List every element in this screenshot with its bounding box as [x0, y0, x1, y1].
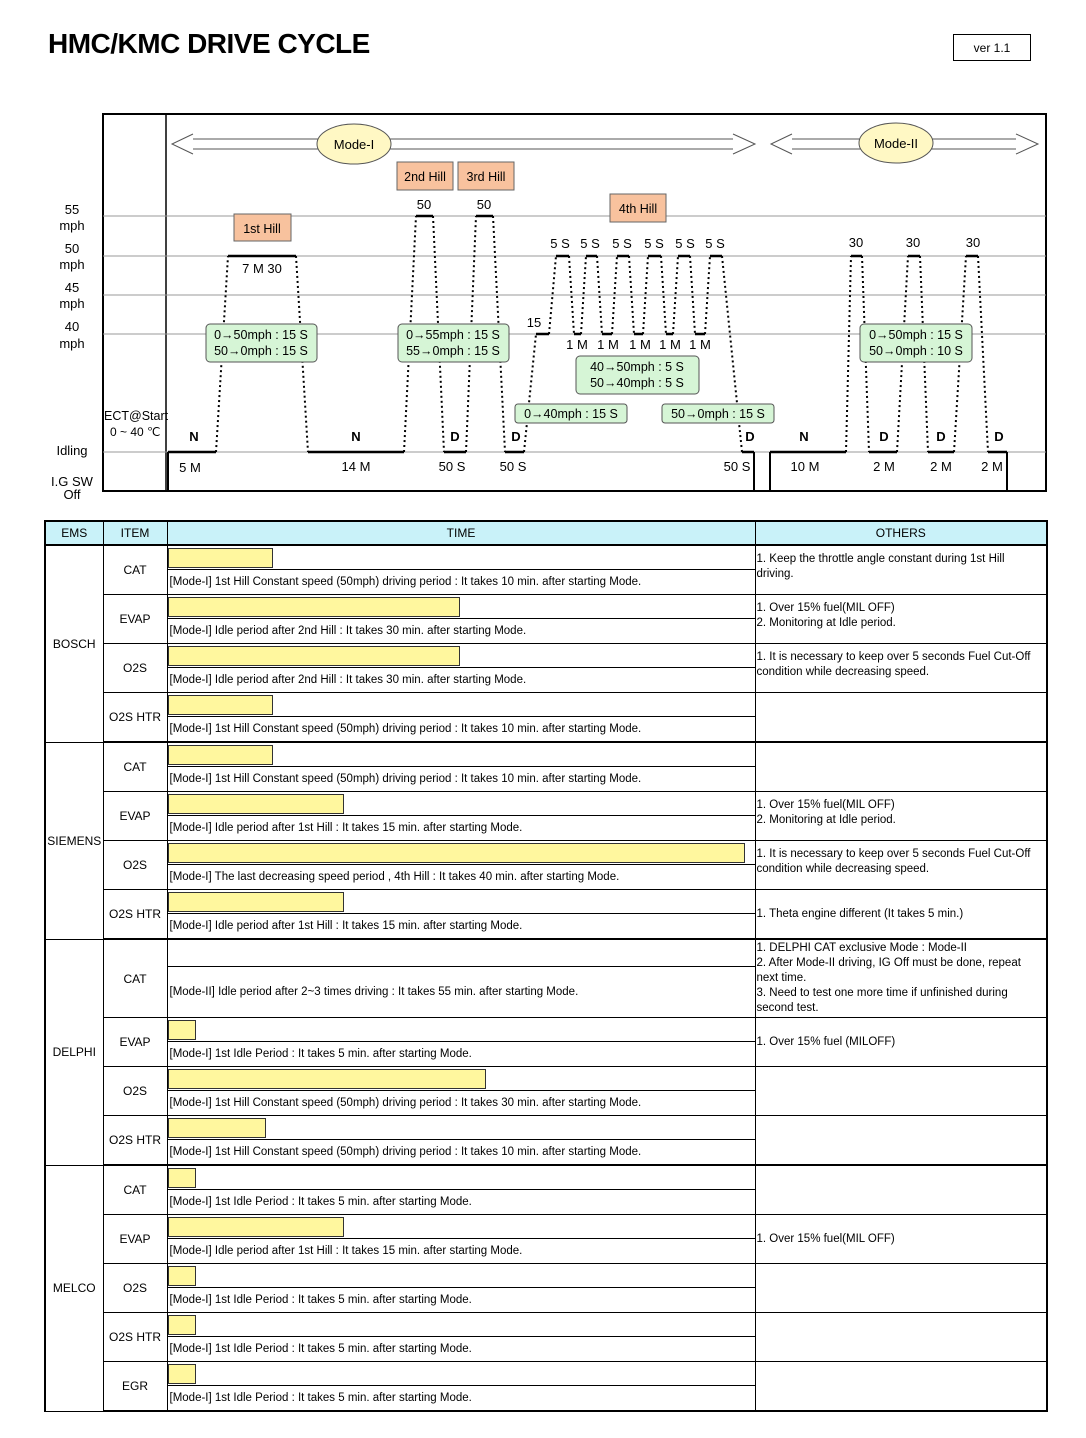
y-label-50-unit: mph	[59, 257, 85, 272]
hill3-label: 3rd Hill	[466, 170, 506, 184]
time-cell	[167, 1313, 755, 1362]
progress-track	[168, 743, 755, 767]
others-line: 1. Theta engine different (It takes 5 min.)	[756, 907, 964, 920]
item-cell: O2S	[103, 1067, 167, 1116]
table-row	[45, 595, 1047, 644]
progress-bar	[168, 794, 344, 814]
table-row	[45, 939, 1047, 1018]
item-cell: O2S HTR	[103, 1116, 167, 1166]
time-description: [Mode-I] 1st Hill Constant speed (50mph) driving period : It takes 10 min. after starting Mode.	[169, 1146, 642, 1158]
others-line: next time.	[756, 972, 807, 984]
progress-track	[168, 940, 755, 967]
progress-bar	[168, 1020, 196, 1040]
hill4-label: 4th Hill	[618, 202, 658, 216]
speed-box-3-line2: 50→40mph : 5 S	[590, 376, 684, 390]
duration-label: 50 S	[438, 459, 466, 474]
time-cell	[167, 1264, 755, 1313]
item-cell: CAT	[103, 939, 167, 1018]
time-cell	[167, 1165, 755, 1215]
diagram-frame	[103, 114, 1046, 491]
others-line: 1. It is necessary to keep over 5 seconds Fuel Cut-Off	[756, 651, 1031, 663]
s5-label-4: 5 S	[644, 236, 664, 251]
gear-label: N	[189, 429, 199, 444]
s5-label-3: 5 S	[612, 236, 632, 251]
duration-label: 2 M	[873, 459, 895, 474]
time-cell	[167, 792, 755, 841]
y-label-off: Off	[63, 487, 81, 500]
time-description: [Mode-I] 1st Idle Period : It takes 5 min. after starting Mode.	[169, 1392, 472, 1404]
time-cell	[167, 1362, 755, 1412]
seven-m30-label: 7 M 30	[242, 261, 282, 276]
progress-bar	[168, 1315, 196, 1335]
others-cell	[755, 841, 1047, 890]
drive-cycle-diagram	[0, 0, 1086, 500]
gear-label: D	[745, 429, 755, 444]
others-cell	[755, 792, 1047, 841]
time-description: [Mode-I] Idle period after 1st Hill : It takes 15 min. after starting Mode.	[169, 920, 523, 932]
time-description: [Mode-I] The last decreasing speed period , 4th Hill : It takes 40 min. after starting Mode.	[169, 871, 620, 883]
others-line: 1. It is necessary to keep over 5 seconds Fuel Cut-Off	[756, 848, 1031, 860]
speed-label-30b: 30	[905, 235, 921, 250]
gear-label: D	[936, 429, 946, 444]
duration-label: 10 M	[790, 459, 820, 474]
progress-bar	[168, 548, 273, 568]
time-description: [Mode-I] Idle period after 2nd Hill : It takes 30 min. after starting Mode.	[169, 625, 527, 637]
others-cell	[755, 1116, 1047, 1166]
others-cell	[755, 1018, 1047, 1067]
speed-label-30a: 30	[848, 235, 864, 250]
speed-label-30c: 30	[965, 235, 981, 250]
time-cell	[167, 1018, 755, 1067]
m1-label-5: 1 M	[689, 337, 711, 352]
time-description: [Mode-I] 1st Hill Constant speed (50mph) driving period : It takes 10 min. after starting Mode.	[169, 773, 642, 785]
progress-track	[168, 1264, 755, 1288]
y-label-40-unit: mph	[59, 336, 85, 351]
progress-bar	[168, 843, 745, 863]
others-line: driving.	[756, 568, 794, 580]
progress-bar	[168, 745, 273, 765]
time-cell	[167, 693, 755, 743]
others-cell	[755, 939, 1047, 1018]
progress-bar	[168, 597, 461, 617]
time-cell	[167, 1067, 755, 1116]
table-row	[45, 644, 1047, 693]
gear-label: D	[879, 429, 889, 444]
duration-label: 50 S	[499, 459, 527, 474]
table-row	[45, 1165, 1047, 1215]
gear-label: N	[799, 429, 809, 444]
progress-track	[168, 693, 755, 717]
others-line: 1. Over 15% fuel(MIL OFF)	[756, 602, 895, 614]
gear-label: D	[994, 429, 1004, 444]
y-label-igsw: I.G SW	[51, 474, 93, 489]
time-cell	[167, 644, 755, 693]
speed-box-3-line1: 40→50mph : 5 S	[590, 360, 684, 374]
progress-bar	[168, 1217, 344, 1237]
time-description: [Mode-I] 1st Hill Constant speed (50mph) driving period : It takes 10 min. after starting Mode.	[169, 576, 642, 588]
progress-track	[168, 546, 755, 570]
y-label-55-unit: mph	[59, 218, 85, 233]
item-cell: O2S HTR	[103, 1313, 167, 1362]
progress-bar	[168, 646, 461, 666]
speed-box-1-line1: 0→50mph : 15 S	[214, 328, 308, 342]
time-description: [Mode-I] 1st Hill Constant speed (50mph) driving period : It takes 10 min. after starting Mode.	[169, 723, 642, 735]
table-row	[45, 1313, 1047, 1362]
others-line: 2. After Mode-II driving, IG Off must be done, repeat	[756, 957, 1021, 969]
gear-label: D	[450, 429, 460, 444]
table-row	[45, 841, 1047, 890]
others-cell	[755, 1313, 1047, 1362]
header-time: TIME	[167, 521, 755, 545]
table-row	[45, 1264, 1047, 1313]
speed-box-2-line1: 0→55mph : 15 S	[406, 328, 500, 342]
progress-track	[168, 890, 755, 914]
y-label-45: 45	[64, 280, 80, 295]
speed-label-50b: 50	[476, 197, 492, 212]
item-cell: O2S HTR	[103, 890, 167, 940]
others-line: second test.	[756, 1002, 819, 1014]
progress-track	[168, 841, 755, 865]
time-description: [Mode-I] 1st Idle Period : It takes 5 min. after starting Mode.	[169, 1343, 472, 1355]
ect-range: 0 ~ 40 ℃	[110, 425, 161, 439]
others-line: condition while decreasing speed.	[756, 863, 930, 875]
others-cell	[755, 742, 1047, 792]
progress-track	[168, 1166, 755, 1190]
y-label-45-unit: mph	[59, 296, 85, 311]
others-cell	[755, 1362, 1047, 1412]
speed-label-50a: 50	[416, 197, 432, 212]
table-row	[45, 1116, 1047, 1166]
table-row	[45, 545, 1047, 595]
progress-track	[168, 1215, 755, 1239]
item-cell: O2S	[103, 1264, 167, 1313]
time-cell	[167, 742, 755, 792]
others-line: 1. Over 15% fuel(MIL OFF)	[756, 1232, 895, 1245]
ems-name-cell: SIEMENS	[45, 742, 103, 939]
ems-name-cell: MELCO	[45, 1165, 103, 1411]
item-cell: EVAP	[103, 1018, 167, 1067]
time-description: [Mode-I] Idle period after 1st Hill : It takes 15 min. after starting Mode.	[169, 1245, 523, 1257]
table-row	[45, 1362, 1047, 1412]
item-cell: O2S	[103, 841, 167, 890]
others-cell	[755, 545, 1047, 595]
time-description: [Mode-I] 1st Idle Period : It takes 5 min. after starting Mode.	[169, 1196, 472, 1208]
progress-track	[168, 595, 755, 619]
table-row	[45, 1067, 1047, 1116]
progress-track	[168, 1313, 755, 1337]
speed-label-15: 15	[526, 315, 542, 330]
others-line: 3. Need to test one more time if unfinished during	[756, 987, 1008, 999]
progress-bar	[168, 1168, 196, 1188]
ems-table-body	[45, 545, 1047, 1411]
table-row	[45, 1018, 1047, 1067]
s5-label-2: 5 S	[580, 236, 600, 251]
others-cell	[755, 1264, 1047, 1313]
others-line: 1. Over 15% fuel(MIL OFF)	[756, 799, 895, 811]
duration-label: 5 M	[179, 460, 201, 475]
table-row	[45, 1215, 1047, 1264]
time-cell	[167, 841, 755, 890]
duration-label: 50 S	[723, 459, 751, 474]
others-line: 2. Monitoring at Idle period.	[756, 617, 896, 629]
item-cell: EVAP	[103, 1215, 167, 1264]
others-cell	[755, 1067, 1047, 1116]
item-cell: EVAP	[103, 595, 167, 644]
ems-monitoring-table	[44, 520, 1048, 1412]
table-row	[45, 742, 1047, 792]
hill2-label: 2nd Hill	[404, 170, 446, 184]
others-line: 2. Monitoring at Idle period.	[756, 814, 896, 826]
s5-label-5: 5 S	[675, 236, 695, 251]
time-description: [Mode-I] 1st Idle Period : It takes 5 min. after starting Mode.	[169, 1294, 472, 1306]
others-line: condition while decreasing speed.	[756, 666, 930, 678]
header-item: ITEM	[103, 521, 167, 545]
others-line: 1. DELPHI CAT exclusive Mode : Mode-II	[756, 942, 967, 954]
time-cell	[167, 1116, 755, 1166]
duration-label: 14 M	[341, 459, 371, 474]
version-badge: ver 1.1	[953, 34, 1031, 61]
s5-label-1: 5 S	[550, 236, 570, 251]
others-line: 1. Keep the throttle angle constant during 1st Hill	[756, 553, 1005, 565]
header-others: OTHERS	[755, 521, 1047, 545]
progress-bar	[168, 1266, 196, 1286]
speed-box-4-line1: 0→40mph : 15 S	[524, 407, 618, 421]
speed-box-6-line1: 0→50mph : 15 S	[869, 328, 963, 342]
others-cell	[755, 595, 1047, 644]
time-cell	[167, 1215, 755, 1264]
ect-label: ECT@Start	[104, 409, 169, 423]
table-row	[45, 792, 1047, 841]
m1-label-3: 1 M	[629, 337, 651, 352]
y-label-idling: Idling	[56, 443, 88, 458]
mode1-label: Mode-I	[333, 137, 375, 152]
others-cell	[755, 890, 1047, 940]
progress-track	[168, 1067, 755, 1091]
table-row	[45, 693, 1047, 743]
s5-label-6: 5 S	[705, 236, 725, 251]
item-cell: O2S	[103, 644, 167, 693]
gear-label: N	[351, 429, 361, 444]
item-cell: CAT	[103, 742, 167, 792]
progress-bar	[168, 1364, 196, 1384]
mode2-label: Mode-II	[873, 136, 919, 151]
item-cell: CAT	[103, 545, 167, 595]
item-cell: EGR	[103, 1362, 167, 1412]
time-description: [Mode-I] Idle period after 2nd Hill : It takes 30 min. after starting Mode.	[169, 674, 527, 686]
y-label-40: 40	[64, 319, 80, 334]
time-description: [Mode-I] Idle period after 1st Hill : It takes 15 min. after starting Mode.	[169, 822, 523, 834]
progress-track	[168, 1018, 755, 1042]
ems-name-cell: BOSCH	[45, 545, 103, 742]
speed-box-5-line1: 50→0mph : 15 S	[671, 407, 765, 421]
gear-label: D	[511, 429, 521, 444]
time-cell	[167, 890, 755, 940]
others-cell	[755, 1165, 1047, 1215]
time-description: [Mode-II] Idle period after 2~3 times driving : It takes 55 min. after starting Mode.	[169, 985, 579, 998]
y-label-50: 50	[64, 241, 80, 256]
time-cell	[167, 939, 755, 1018]
hill1-label: 1st Hill	[243, 222, 281, 236]
m1-label-2: 1 M	[597, 337, 619, 352]
speed-box-6-line2: 50→0mph : 10 S	[869, 344, 963, 358]
progress-track	[168, 1116, 755, 1140]
duration-label: 2 M	[981, 459, 1003, 474]
others-line: 1. Over 15% fuel (MILOFF)	[756, 1035, 896, 1048]
m1-label-4: 1 M	[659, 337, 681, 352]
speed-box-1-line2: 50→0mph : 15 S	[214, 344, 308, 358]
progress-bar	[168, 695, 273, 715]
speed-box-2-line2: 55→0mph : 15 S	[406, 344, 500, 358]
header-ems: EMS	[45, 521, 103, 545]
progress-bar	[168, 892, 344, 912]
y-label-55: 55	[64, 202, 80, 217]
progress-track	[168, 1362, 755, 1386]
progress-bar	[168, 1069, 487, 1089]
time-description: [Mode-I] 1st Idle Period : It takes 5 min. after starting Mode.	[169, 1048, 472, 1060]
others-cell	[755, 644, 1047, 693]
m1-label-1: 1 M	[566, 337, 588, 352]
item-cell: CAT	[103, 1165, 167, 1215]
others-cell	[755, 693, 1047, 743]
time-description: [Mode-I] 1st Hill Constant speed (50mph) driving period : It takes 30 min. after starting Mode.	[169, 1097, 642, 1109]
others-cell	[755, 1215, 1047, 1264]
time-cell	[167, 595, 755, 644]
time-cell	[167, 545, 755, 595]
progress-track	[168, 644, 755, 668]
item-cell: O2S HTR	[103, 693, 167, 743]
progress-track	[168, 792, 755, 816]
page-title: HMC/KMC DRIVE CYCLE	[48, 28, 370, 59]
duration-label: 2 M	[930, 459, 952, 474]
item-cell: EVAP	[103, 792, 167, 841]
ems-name-cell: DELPHI	[45, 939, 103, 1165]
progress-bar	[168, 1118, 267, 1138]
table-row	[45, 890, 1047, 940]
